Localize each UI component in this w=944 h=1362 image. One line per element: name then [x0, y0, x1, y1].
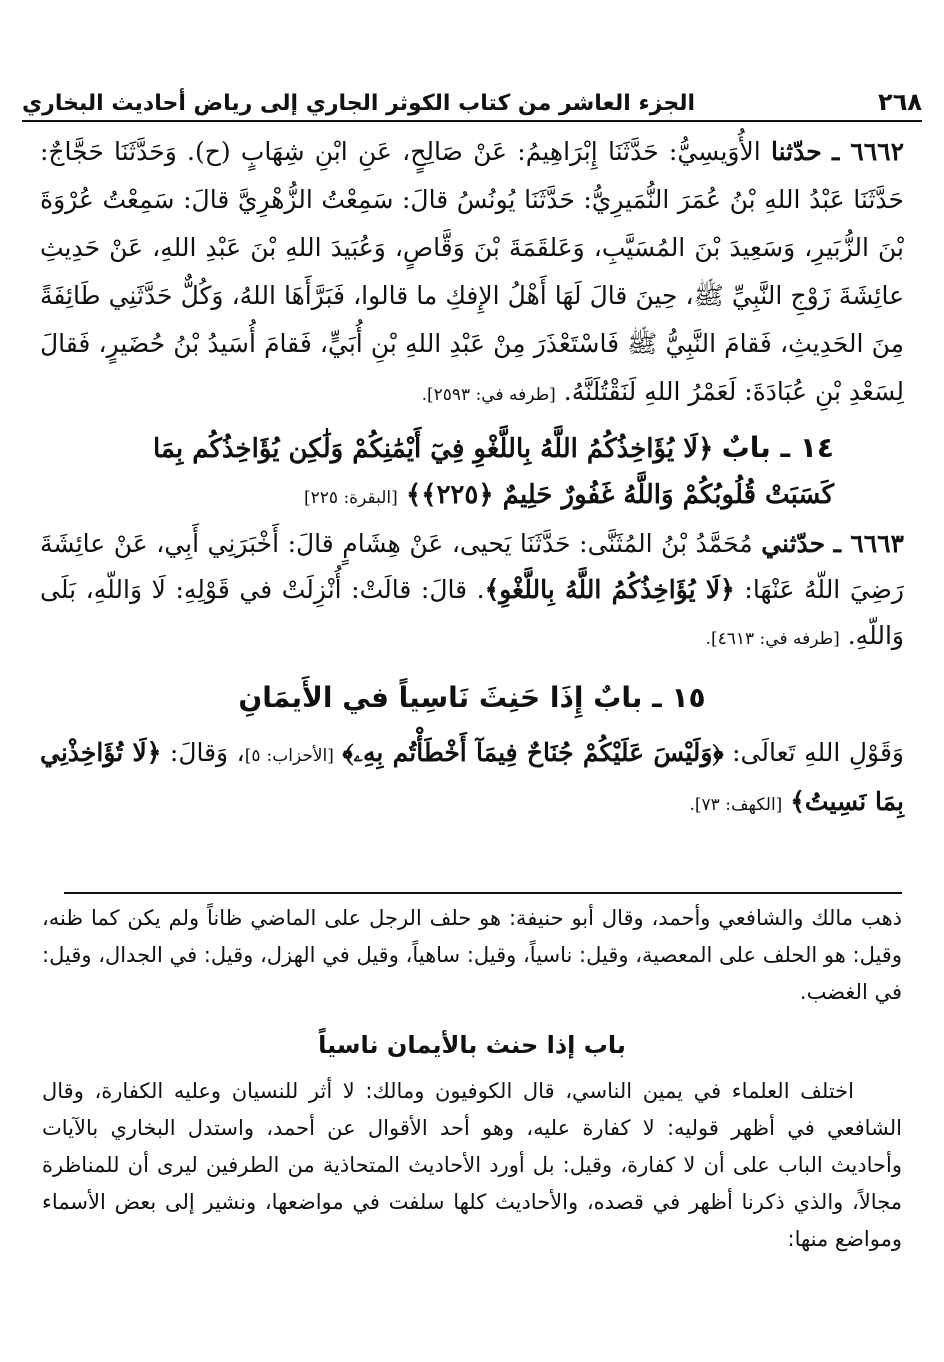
verse-reference-2: [الكهف: ٧٣]. — [689, 795, 783, 815]
quran-verse-2: ﴿لَا تُؤَاخِذْنِي بِمَا نَسِيتُ﴾ — [40, 738, 904, 816]
hadith-lead: حدّثني — [761, 529, 826, 558]
hadith-text: الأُوَيسِيُّ: حَدَّثَنَا إِبْرَاهِيمُ: عَنْ صَالِحٍ، عَنِ ابْنِ شِهَابٍ (ح). وَحَدَّثَنَا حَجَّاجٌ: حَدَّثَنَا عَبْدُ اللهِ بْنُ عُمَرَ النُّمَيرِيُّ: حَدَّثَنَا يُونُسُ قالَ: سَمِعْتُ الزُّهْرِيَّ قالَ: سَمِعْتُ عُرْوَةَ بْنَ الزُّبَيرِ، وَسَعِيدَ بْنَ المُسَيَّبِ، وَعَلقَمَةَ بْنَ وَقَّاصٍ، وَعُبَيدَ اللهِ بْنَ عَبْدِ اللهِ، عَنْ حَدِيثِ عائِشَةَ زَوْجِ النَّبِيِّ ﷺ، حِينَ قالَ لَهَا أَهْلُ الإِفكِ ما قالوا، فَبَرَّأَهَا اللهُ، وَكُلٌّ حَدَّثَنِي طَائِفَةً مِنَ الحَدِيثِ، فَقامَ النَّبِيُّ ﷺ فَاسْتَعْذَرَ مِنْ عَبْدِ اللهِ بْنِ أُبَيٍّ، فَقامَ أُسَيدُ بْنُ حُضَيرٍ، فَقالَ لِسَعْدِ بْنِ عُبَادَةَ: لَعَمْرُ اللهِ لَنَقْتُلَنَّهُ. — [40, 137, 904, 406]
commentary-paragraph-1: ذهب مالك والشافعي وأحمد، وقال أبو حنيفة: هو حلف الرجل على الماضي ظاناً ولم يكن كما ظنه، وقيل: هو الحلف على المعصية، وقيل: ناسياً، وقيل: ساهياً، وقيل في الهزل، وقيل: في الجدال، وقيل: في الغضب. — [42, 906, 902, 1004]
hadith-text-continued: . قالَ: قالَتْ: أُنْزِلَتْ في قَوْلِهِ: لَا وَاللّهِ، بَلَى وَاللّهِ. — [40, 575, 904, 650]
footnote-divider — [64, 892, 902, 894]
chapter-15-intro — [40, 730, 904, 828]
quran-verse: ﴿لَا يُؤَاخِذُكُمُ اللَّهُ بِاللَّغْوِ فِيٓ أَيْمَٰنِكُمْ وَلَٰكِن يُؤَاخِذُكُم بِمَا كَسَبَتْ قُلُوبُكُمْ وَاللَّهُ غَفُورٌ حَلِيمٌ ﴿٢٢٥﴾﴾ — [152, 434, 834, 510]
hadith-text: مُحَمَّدُ بْنُ المُثَنَّى: حَدَّثَنَا يَحيى، عَنْ هِشَامٍ قالَ: أَخْبَرَنِي أَبِي، عَنْ عائِشَةَ رَضِيَ اللّهُ عَنْهَا: — [40, 529, 904, 604]
chapter-label: ١٤ ـ بابٌ — [721, 431, 834, 464]
hadith-lead: حدّثنا — [770, 137, 822, 166]
main-text — [40, 128, 904, 828]
commentary — [42, 900, 902, 1258]
page-header — [22, 72, 922, 124]
chapter-15-heading: ١٥ ـ بابٌ إِذَا حَنِثَ نَاسِياً في الأَيمَانِ — [238, 681, 706, 714]
chapter-14-heading — [80, 425, 834, 521]
verse-reference: [البقرة: ٢٢٥] — [304, 488, 398, 508]
hadith-number: ٦٦٦٣ ـ — [833, 529, 904, 558]
intro-text: وَقَوْلِ اللهِ تَعالَى: — [732, 738, 904, 767]
quran-verse-1: ﴿وَلَيْسَ عَلَيْكُمْ جُنَاحٌ فِيمَآ أَخْطَأْتُم بِهِۦ﴾ — [342, 738, 724, 767]
commentary-paragraph-2: اختلف العلماء في يمين الناسي، قال الكوفيون ومالك: لا أثر للنسيان وعليه الكفارة، وقال الشافعي في أظهر قوليه: لا كفارة عليه، وهو أحد الأقوال عن أحمد، واستدل البخاري بالآيات وأحاديث الباب على أن لا كفارة، وقيل: بل أورد الأحاديث المتحاذية من الطرفين ليرى أن للمناظرة مجالاً، والذي ذكرنا أظهر في قصده، والأحاديث كلها سلفت في مواضعها، ونشير إلى بعض الأسماء ومواضع منها: — [42, 1079, 902, 1251]
verse-reference-1: [الأحزاب: ٥] — [244, 746, 334, 766]
quran-verse: ﴿لَا يُؤَاخِذُكُمُ اللَّهُ بِاللَّغْوِ﴾ — [484, 575, 735, 604]
hadith-6662 — [40, 128, 904, 419]
hadith-6663 — [40, 521, 904, 662]
hadith-reference: [طرفه في: ٤٦١٣]. — [705, 629, 840, 649]
hadith-number: ٦٦٦٢ ـ — [831, 137, 905, 166]
page-number: ٢٦٨ — [878, 88, 922, 116]
hadith-reference: [طرفه في: ٢٥٩٣]. — [421, 385, 556, 405]
commentary-heading: باب إذا حنث بالأيمان ناسياً — [318, 1031, 626, 1059]
intro-text-mid: ، وَقالَ: — [169, 738, 245, 767]
running-title: الجزء العاشر من كتاب الكوثر الجاري إلى رياض أحاديث البخاري — [22, 91, 696, 116]
header-divider — [22, 120, 922, 122]
